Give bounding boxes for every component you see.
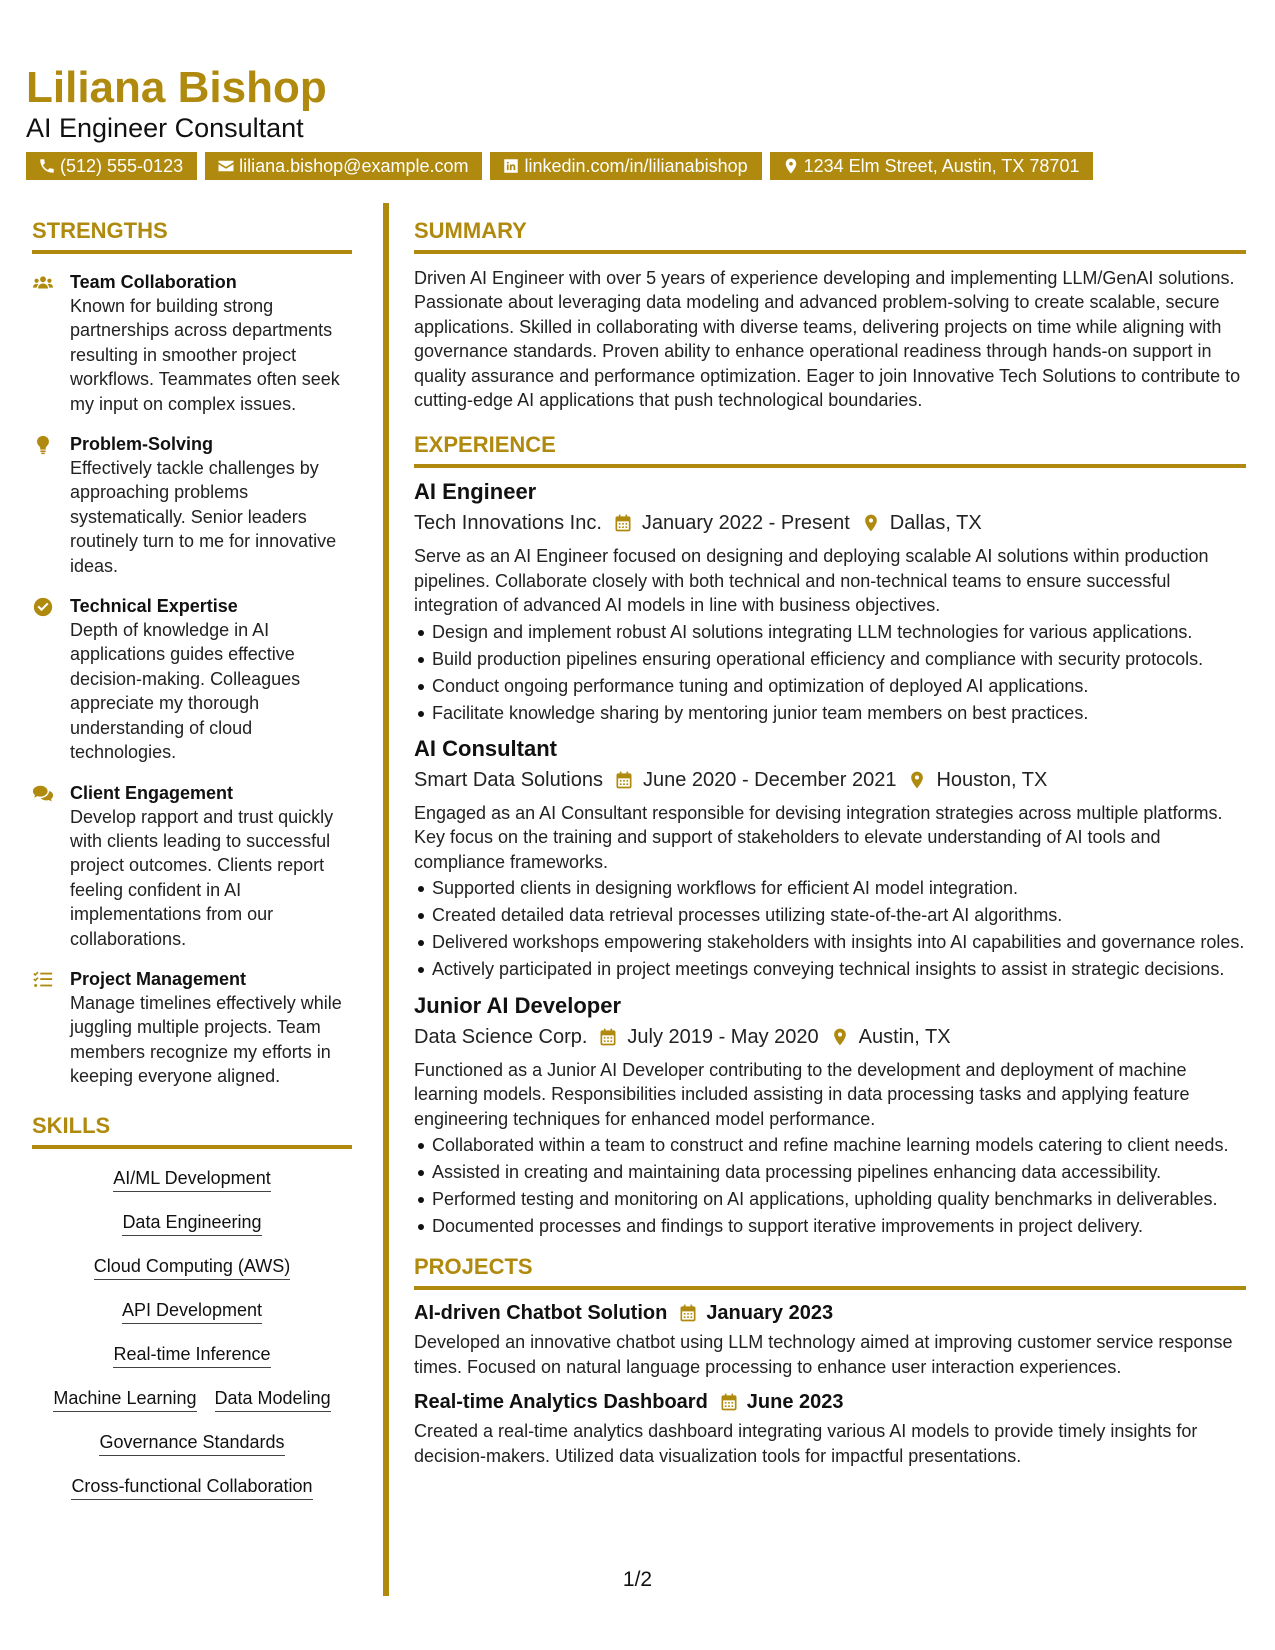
bullet-item: Performed testing and monitoring on AI applications, upholding quality benchmarks in deliverables. bbox=[432, 1187, 1246, 1211]
contact-address-text: 1234 Elm Street, Austin, TX 78701 bbox=[803, 156, 1080, 176]
job-company: Tech Innovations Inc. bbox=[414, 512, 602, 535]
skill-tag: API Development bbox=[122, 1299, 262, 1324]
contact-email[interactable] bbox=[205, 152, 482, 180]
bullet-item: Facilitate knowledge sharing by mentoring junior team members on best practices. bbox=[432, 701, 1246, 725]
calendar-icon bbox=[678, 1303, 698, 1323]
strength-text: Manage timelines effectively while juggling multiple projects. Team members recognize my efforts in keeping everyone aligned. bbox=[70, 992, 342, 1087]
job-meta bbox=[414, 767, 1246, 793]
project-date: June 2023 bbox=[746, 1391, 844, 1414]
skill-tag: Data Engineering bbox=[122, 1211, 261, 1236]
summary-heading: SUMMARY bbox=[414, 218, 1246, 254]
job-description: Engaged as an AI Consultant responsible for devising integration strategies across multiple platforms. Key focus on the training and support of stakeholders to elevate understanding of AI tools and compliance frameworks. bbox=[414, 803, 1223, 872]
calendar-icon bbox=[598, 1027, 618, 1047]
job-dates: January 2022 - Present bbox=[641, 512, 850, 535]
comments-icon bbox=[32, 783, 54, 805]
contact-email-text: liliana.bishop@example.com bbox=[239, 156, 469, 176]
bullet-item: Conduct ongoing performance tuning and optimization of deployed AI applications. bbox=[432, 674, 1246, 698]
envelope-icon bbox=[217, 157, 235, 175]
strength-name: Problem-Solving bbox=[70, 434, 214, 455]
map-marker-icon bbox=[907, 770, 927, 790]
tasks-icon bbox=[32, 969, 54, 991]
page-number: 1/2 bbox=[622, 1568, 653, 1591]
project-name: AI-driven Chatbot Solution bbox=[414, 1302, 668, 1325]
strength-item bbox=[32, 967, 352, 1089]
job-entry bbox=[414, 992, 1246, 1239]
job-location: Dallas, TX bbox=[889, 512, 982, 535]
contact-phone-text: (512) 555-0123 bbox=[60, 156, 184, 176]
calendar-icon bbox=[613, 513, 633, 533]
summary-text: Driven AI Engineer with over 5 years of experience developing and implementing LLM/GenAI solutions. Passionate about leveraging data modeling and advanced problem-solving to create scalable, secure applications. Skilled in collaborating with diverse teams, delivering projects on time while aligning with governance standards. Proven ability to enhance operational readiness through hands-on support in quality assurance and performance optimization. Eager to join Innovative Tech Solutions to contribute to cutting-edge AI applications that push technological boundaries. bbox=[414, 268, 1241, 411]
job-description: Functioned as a Junior AI Developer contributing to the development and deployment of machine learning models. Responsibilities included assisting in data processing tasks and applying feature engineering techniques for enhanced model performance. bbox=[414, 1059, 1190, 1129]
skill-tag: Machine Learning bbox=[53, 1387, 196, 1412]
projects-heading: PROJECTS bbox=[414, 1254, 1246, 1290]
job-entry bbox=[414, 735, 1246, 982]
bullet-item: Delivered workshops empowering stakeholders with insights into AI capabilities and governance roles. bbox=[432, 930, 1246, 954]
strength-name: Client Engagement bbox=[70, 782, 234, 803]
contact-linkedin-text: linkedin.com/in/lilianabishop bbox=[524, 156, 748, 176]
job-location: Houston, TX bbox=[936, 769, 1048, 792]
bullet-item: Actively participated in project meetings conveying technical insights to assist in strategic decisions. bbox=[432, 957, 1246, 981]
skill-tag: AI/ML Development bbox=[113, 1167, 270, 1192]
job-title: AI Engineer bbox=[414, 479, 537, 505]
bullet-item: Created detailed data retrieval processes utilizing state-of-the-art AI algorithms. bbox=[432, 903, 1246, 927]
phone-icon bbox=[38, 157, 56, 175]
check-circle-icon bbox=[32, 596, 54, 618]
skill-tag: Real-time Inference bbox=[113, 1343, 270, 1368]
strength-text: Depth of knowledge in AI applications guides effective decision-making. Colleagues appreciate my thorough understanding of cloud technologies. bbox=[70, 620, 301, 763]
strength-text: Develop rapport and trust quickly with clients leading to successful project outcomes. Clients report feeling confident in AI implementations from our collaborations. bbox=[70, 806, 334, 949]
skill-tag: Cloud Computing (AWS) bbox=[94, 1255, 290, 1280]
job-title: Junior AI Developer bbox=[414, 992, 622, 1018]
strength-name: Project Management bbox=[70, 968, 247, 989]
contact-bar bbox=[26, 152, 1093, 180]
skill-tag: Cross-functional Collaboration bbox=[71, 1475, 312, 1500]
contact-address bbox=[770, 152, 1094, 180]
experience-heading: EXPERIENCE bbox=[414, 432, 1246, 468]
strength-item bbox=[32, 432, 352, 578]
job-description: Serve as an AI Engineer focused on designing and deploying scalable AI solutions within production pipelines. Collaborate closely with both technical and non-technical teams to ensure successful integration of advanced AI models in line with business objectives. bbox=[414, 546, 1209, 616]
strength-name: Team Collaboration bbox=[70, 272, 237, 292]
project-entry bbox=[414, 1389, 1246, 1468]
strength-text: Known for building strong partnerships across departments resulting in smoother project workflows. Teammates often seek my input on complex issues. bbox=[70, 296, 340, 414]
job-dates: June 2020 - December 2021 bbox=[642, 769, 897, 792]
strength-item bbox=[32, 594, 352, 764]
project-header bbox=[414, 1300, 1246, 1326]
job-bullets bbox=[414, 876, 1246, 981]
users-icon bbox=[32, 272, 54, 294]
bullet-item: Documented processes and findings to support iterative improvements in project delivery. bbox=[432, 1214, 1246, 1238]
bullet-item: Build production pipelines ensuring operational efficiency and compliance with security protocols. bbox=[432, 647, 1246, 671]
strength-text: Effectively tackle challenges by approaching problems systematically. Senior leaders routinely turn to me for innovative ideas. bbox=[70, 458, 337, 576]
job-dates: July 2019 - May 2020 bbox=[627, 1025, 819, 1048]
strength-item bbox=[32, 270, 352, 416]
bullet-item: Collaborated within a team to construct and refine machine learning models catering to client needs. bbox=[432, 1133, 1246, 1157]
candidate-title: AI Engineer Consultant bbox=[26, 113, 304, 143]
skill-tag: Governance Standards bbox=[99, 1431, 284, 1456]
left-column bbox=[32, 218, 352, 1519]
strength-item bbox=[32, 781, 352, 951]
linkedin-icon bbox=[502, 157, 520, 175]
skill-tag: Data Modeling bbox=[215, 1387, 331, 1412]
calendar-icon bbox=[719, 1392, 739, 1412]
project-description: Created a real-time analytics dashboard integrating various AI models to provide timely insights for decision-makers. Utilized data visualization tools for impactful presentations. bbox=[414, 1421, 1198, 1466]
job-company: Smart Data Solutions bbox=[414, 769, 603, 792]
map-marker-icon bbox=[830, 1027, 850, 1047]
job-entry bbox=[414, 478, 1246, 725]
bullet-item: Supported clients in designing workflows for efficient AI model integration. bbox=[432, 876, 1246, 900]
bullet-item: Design and implement robust AI solutions integrating LLM technologies for various applications. bbox=[432, 620, 1246, 644]
job-company: Data Science Corp. bbox=[414, 1025, 588, 1048]
bullet-item: Assisted in creating and maintaining data processing pipelines enhancing data accessibility. bbox=[432, 1160, 1246, 1184]
skills-list bbox=[32, 1167, 352, 1519]
map-marker-icon bbox=[861, 513, 881, 533]
strengths-heading: STRENGTHS bbox=[32, 218, 352, 254]
candidate-name: Liliana Bishop bbox=[26, 63, 327, 112]
map-marker-icon bbox=[782, 157, 800, 175]
contact-phone[interactable] bbox=[26, 152, 197, 180]
job-bullets bbox=[414, 620, 1246, 725]
job-location: Austin, TX bbox=[858, 1025, 951, 1048]
project-description: Developed an innovative chatbot using LLM technology aimed at improving customer service response times. Focused on natural language processing to enhance user interaction experiences. bbox=[414, 1332, 1233, 1377]
job-title: AI Consultant bbox=[414, 736, 557, 762]
job-meta bbox=[414, 1024, 1246, 1050]
lightbulb-icon bbox=[32, 434, 54, 456]
skills-heading: SKILLS bbox=[32, 1113, 352, 1149]
project-date: January 2023 bbox=[706, 1302, 834, 1325]
project-name: Real-time Analytics Dashboard bbox=[414, 1391, 708, 1414]
right-column bbox=[414, 218, 1246, 1468]
project-entry bbox=[414, 1300, 1246, 1379]
calendar-icon bbox=[614, 770, 634, 790]
column-divider bbox=[383, 203, 389, 1596]
strength-name: Technical Expertise bbox=[70, 596, 238, 617]
contact-linkedin[interactable] bbox=[490, 152, 761, 180]
job-bullets bbox=[414, 1133, 1246, 1238]
job-meta bbox=[414, 510, 1246, 536]
project-header bbox=[414, 1389, 1246, 1415]
